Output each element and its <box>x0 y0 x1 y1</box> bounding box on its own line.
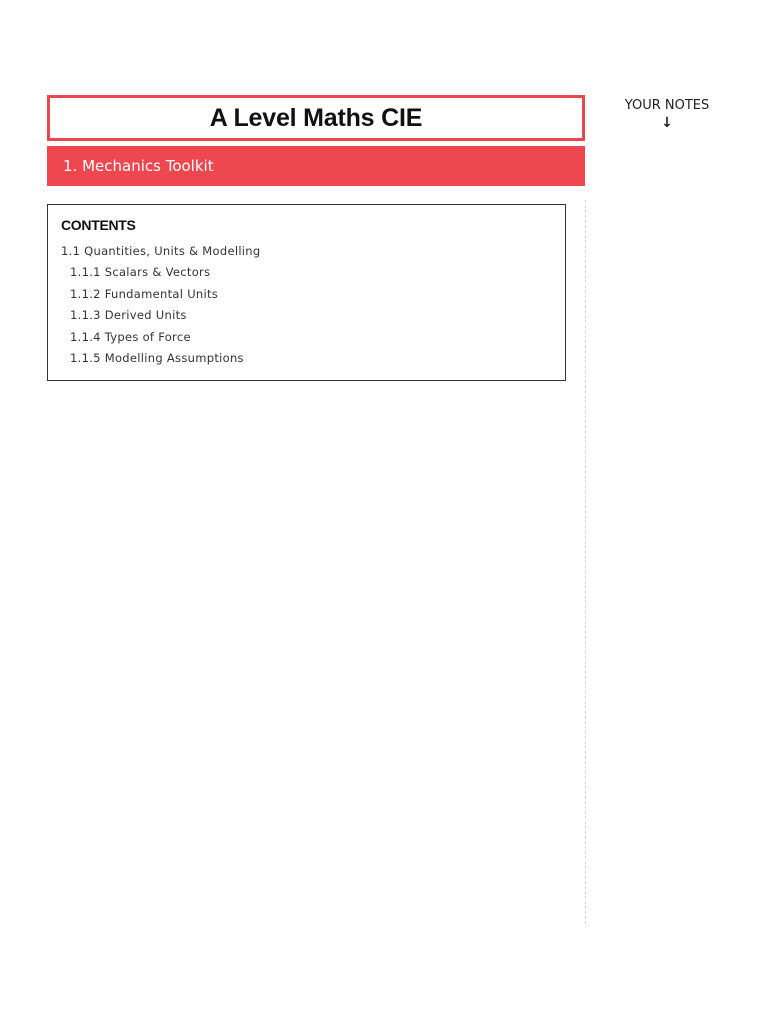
section-title: 1. Mechanics Toolkit <box>63 157 214 175</box>
toc-list <box>61 241 261 369</box>
toc-item-scalars-vectors[interactable]: 1.1.1 Scalars & Vectors <box>70 265 211 280</box>
document-title: A Level Maths CIE <box>209 103 423 132</box>
arrow-down-icon: ↓ <box>661 115 673 131</box>
toc-item-modelling-assumptions[interactable]: 1.1.5 Modelling Assumptions <box>70 350 244 365</box>
notes-column-header <box>612 97 722 131</box>
toc-item-fundamental-units[interactable]: 1.1.2 Fundamental Units <box>70 286 219 301</box>
toc-item-derived-units[interactable]: 1.1.3 Derived Units <box>70 308 187 323</box>
notes-label: YOUR NOTES <box>624 98 710 113</box>
document-title-box <box>47 95 585 141</box>
toc-item-quantities-units-modelling[interactable]: 1.1 Quantities, Units & Modelling <box>61 244 261 258</box>
notes-divider <box>585 200 586 924</box>
table-of-contents <box>47 204 566 381</box>
contents-heading: CONTENTS <box>61 217 136 233</box>
section-header <box>47 146 585 186</box>
toc-item-types-of-force[interactable]: 1.1.4 Types of Force <box>70 329 191 344</box>
